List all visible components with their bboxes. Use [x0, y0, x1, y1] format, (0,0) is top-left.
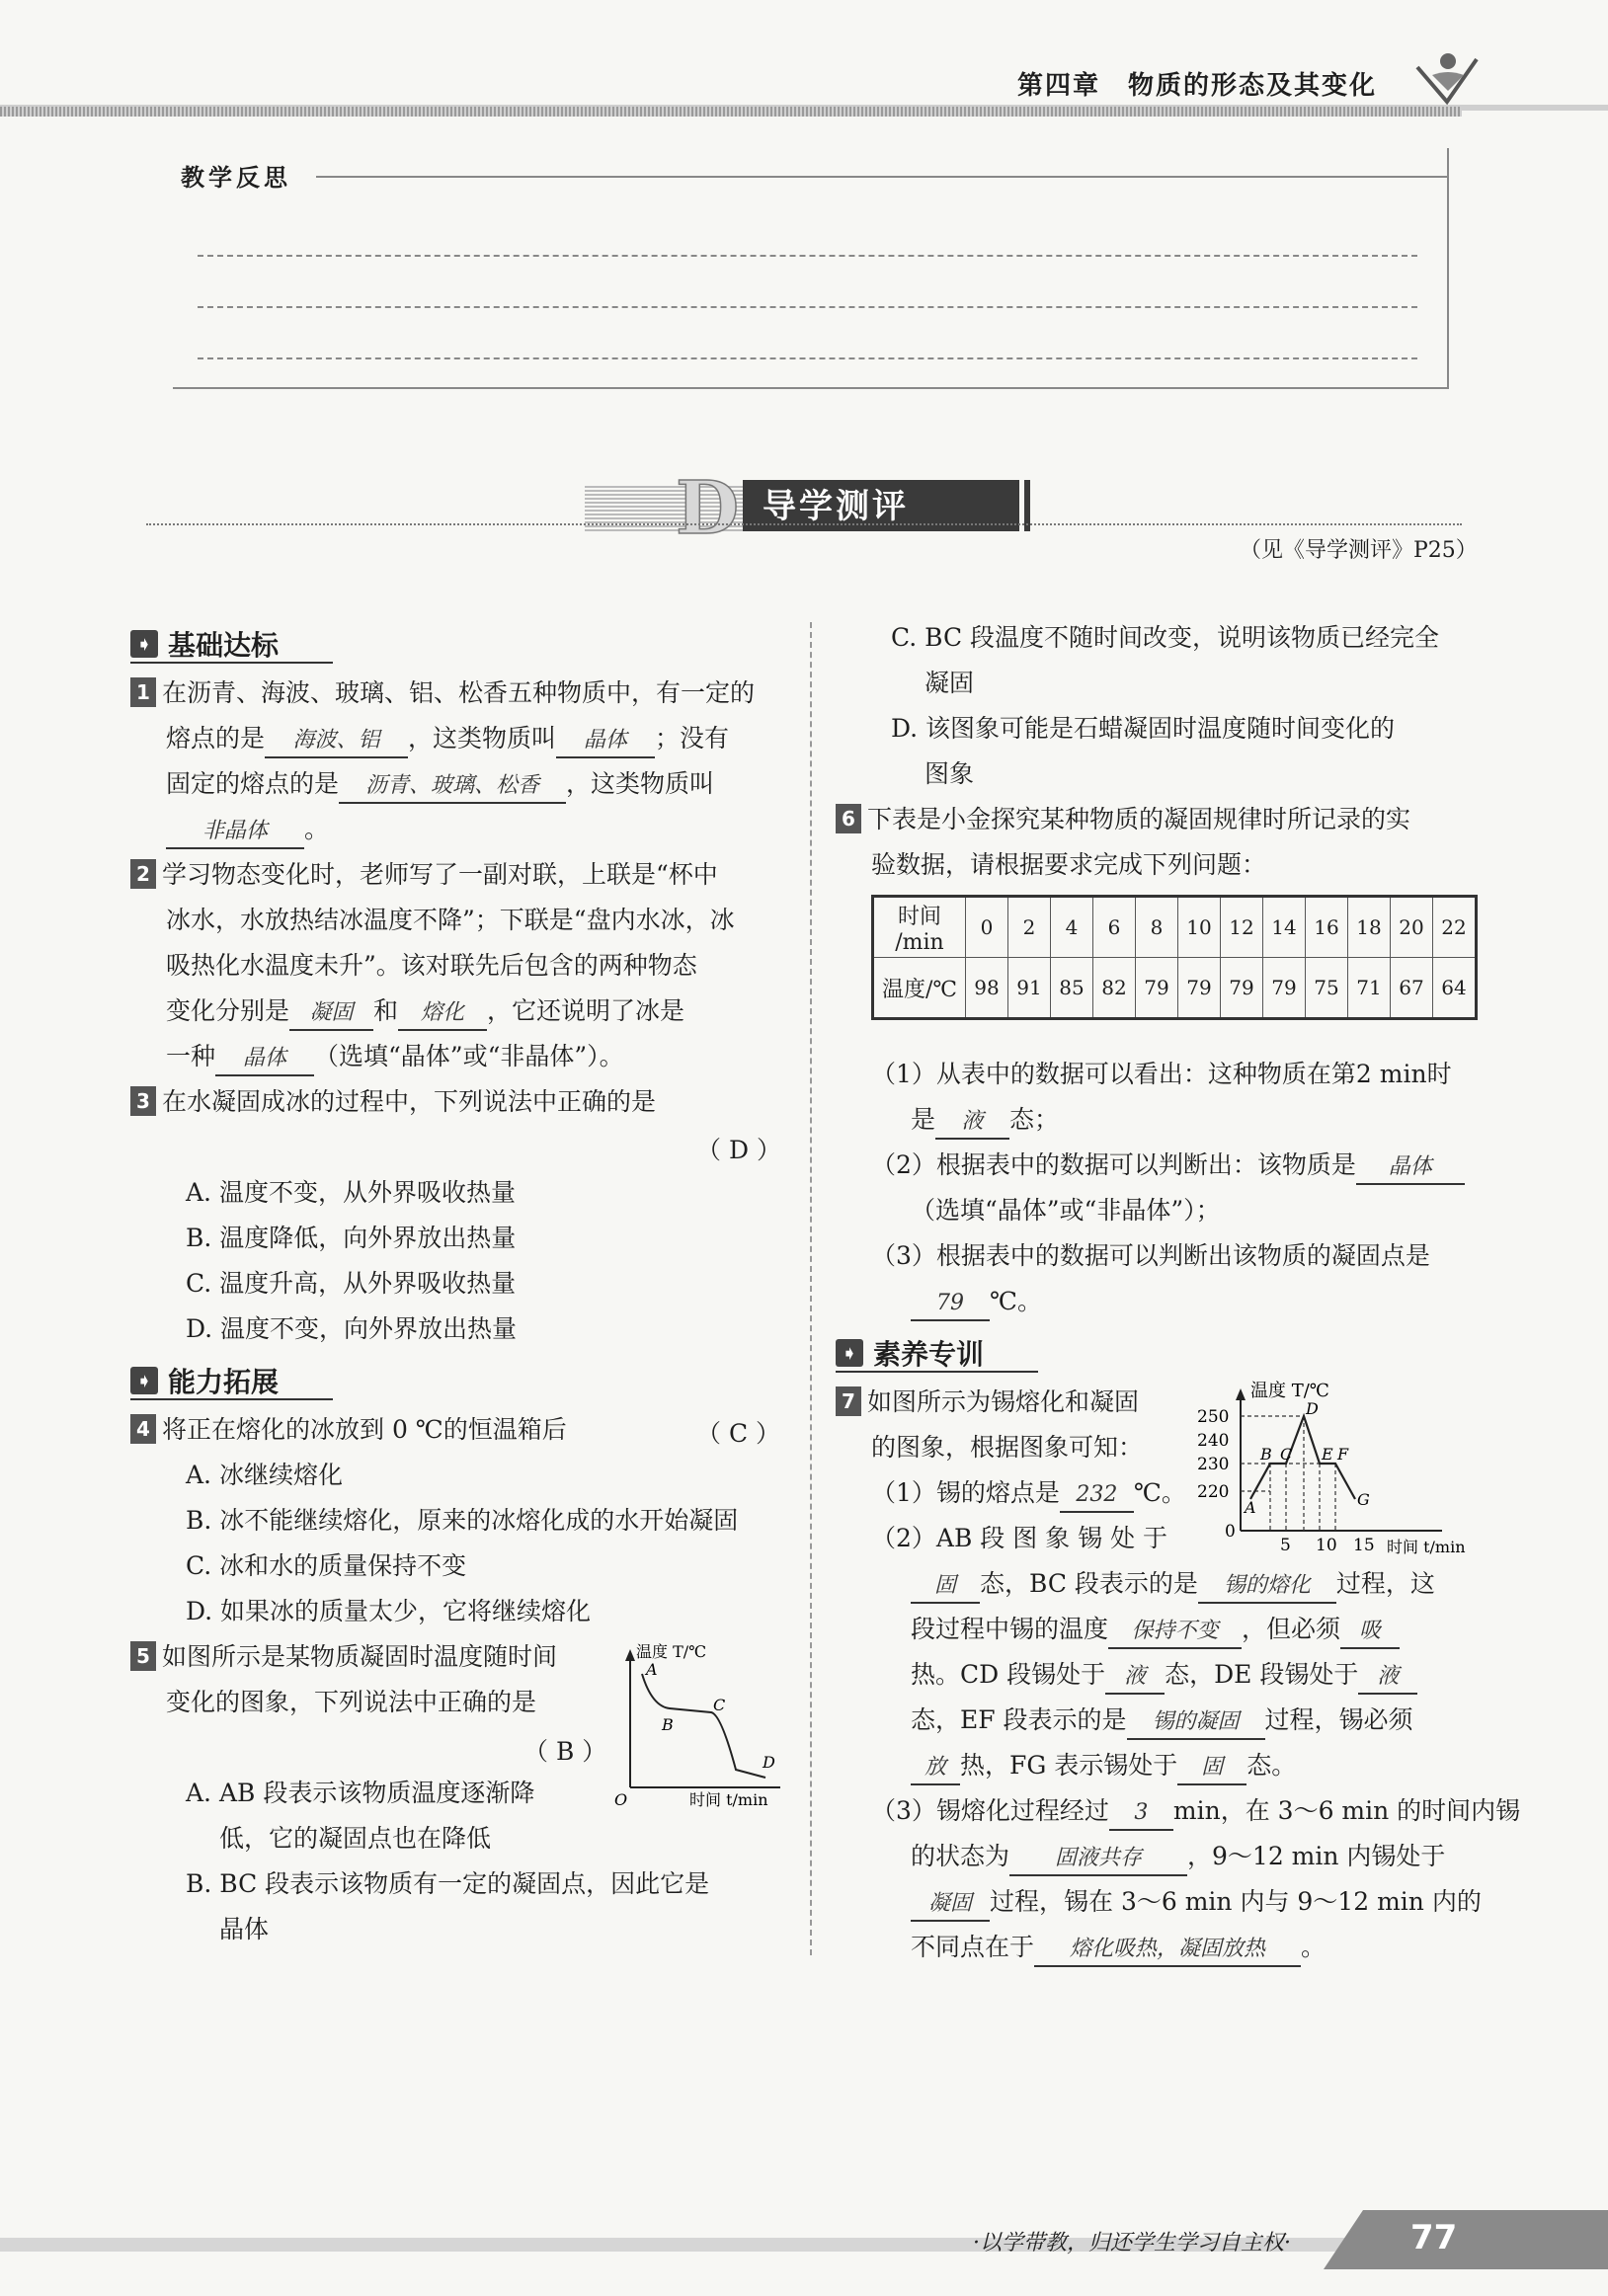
- q7-point-e: E: [1322, 1445, 1333, 1464]
- q3-number: 3: [130, 1086, 156, 1116]
- q6-line-2: 验数据，请根据要求完成下列问题：: [871, 850, 1267, 879]
- section-banner: [585, 466, 1039, 551]
- table-cell: 20: [1391, 897, 1433, 958]
- q5-number: 5: [130, 1641, 156, 1671]
- footer-band: [0, 2210, 1608, 2269]
- q7-xtick: 15: [1353, 1536, 1375, 1555]
- table-header-time: 时间 /min: [873, 897, 966, 958]
- table-cell: 18: [1348, 897, 1391, 958]
- table-cell: 82: [1093, 958, 1136, 1019]
- q5-option-b-2: 晶体: [219, 1915, 270, 1943]
- q6-part1-a: （1）从表中的数据可以看出：这种物质在第2 min时: [871, 1060, 1452, 1088]
- q7-origin: 0: [1225, 1522, 1236, 1542]
- q6-answer-3: 79: [911, 1288, 990, 1321]
- q7-part2-a: （2）AB 段 图 象 锡 处 于: [871, 1524, 1168, 1552]
- q5-origin: O: [614, 1790, 628, 1809]
- section-divider: [146, 523, 1462, 525]
- q1-answer-3: 沥青、玻璃、松香: [339, 770, 566, 804]
- footer-motto: ·以学带教，归还学生学习自主权·: [973, 2231, 1291, 2256]
- q6-data-table: [871, 895, 1478, 1020]
- q6-part2-b: （选填“晶体”或“非晶体”）；: [911, 1196, 1221, 1225]
- table-cell: 8: [1136, 897, 1178, 958]
- table-cell: 85: [1051, 958, 1093, 1019]
- y-axis-arrow: [625, 1649, 635, 1661]
- table-cell: 91: [1008, 958, 1051, 1019]
- ability-heading: [130, 1361, 279, 1400]
- q6-part3-a: （3）根据表中的数据可以判断出该物质的凝固点是: [871, 1241, 1430, 1270]
- reflection-line: [198, 306, 1417, 308]
- q4-option-a: A. 冰继续熔化: [186, 1461, 343, 1489]
- header-stripe: [0, 107, 1462, 117]
- see-reference: （见《导学测评》P25）: [1240, 538, 1478, 563]
- q7-answer-8: 锡的凝固: [1127, 1706, 1265, 1740]
- chapter-title: 第四章 物质的形态及其变化: [1017, 71, 1378, 101]
- q6-answer-1: 液: [935, 1106, 1009, 1140]
- section-letter: D: [676, 466, 740, 551]
- reflection-title: 教学反思: [181, 164, 291, 192]
- q4-answer: （ C ）: [696, 1419, 781, 1448]
- column-divider: [810, 622, 812, 1955]
- heading-underline: [130, 1398, 333, 1400]
- q7-answer-7: 液: [1358, 1661, 1417, 1695]
- q5-option-a-2: 低，它的凝固点也在降低: [219, 1824, 492, 1853]
- basic-title: 基础达标: [168, 629, 280, 662]
- q5-point-c: C: [713, 1696, 726, 1714]
- q5-point-d: D: [763, 1753, 775, 1772]
- q5-point-a: A: [646, 1660, 658, 1679]
- table-cell: 79: [1221, 958, 1263, 1019]
- table-cell: 4: [1051, 897, 1093, 958]
- q5-xlabel: 时间 t/min: [689, 1790, 768, 1809]
- q1-number: 1: [130, 677, 156, 707]
- q7-part2-b: 固 态，BC 段表示的是 锡的熔化 过程，这: [911, 1568, 1435, 1604]
- table-cell: 0: [966, 897, 1008, 958]
- table-cell: 98: [966, 958, 1008, 1019]
- q5-option-b-1: B. BC 段表示该物质有一定的凝固点，因此它是: [186, 1869, 710, 1898]
- q3-option-a: A. 温度不变，从外界吸收热量: [186, 1178, 516, 1207]
- q5-option-a-1: A. AB 段表示该物质温度逐渐降: [186, 1779, 535, 1807]
- q7-graph: [1195, 1381, 1466, 1560]
- q5-line-2: 变化的图象，下列说法中正确的是: [166, 1688, 537, 1716]
- q7-point-g: G: [1357, 1490, 1370, 1509]
- q7-line-2: 的图象，根据图象可知：: [871, 1433, 1144, 1462]
- table-row: [873, 958, 1477, 1019]
- arrow-icon: ➧: [130, 630, 158, 658]
- q7-answer-5: 吸: [1340, 1616, 1400, 1649]
- q2-number: 2: [130, 859, 156, 889]
- q7-part2-d: 热。CD 段锡处于 液 态，DE 段锡处于 液: [911, 1659, 1417, 1695]
- q6-part3-b: 79 ℃。: [911, 1286, 1042, 1321]
- q2-line-5: 一种 晶体 （选填“晶体”或“非晶体”）。: [166, 1041, 624, 1076]
- table-cell: 2: [1008, 897, 1051, 958]
- q5-option-d-2: 图象: [925, 759, 975, 788]
- q7-answer-12: 固液共存: [1009, 1843, 1187, 1876]
- q5-answer: （ B ）: [523, 1737, 607, 1766]
- q7-answer-13: 凝固: [911, 1888, 990, 1922]
- q7-point-c: C: [1280, 1445, 1293, 1464]
- reflection-line: [198, 357, 1417, 359]
- q6-part1-b: 是 液 态；: [911, 1104, 1059, 1140]
- q1-answer-2: 晶体: [556, 725, 655, 758]
- q1-answer-4: 非晶体: [166, 816, 304, 849]
- q1-line-3: 固定的熔点的是 沥青、玻璃、松香 ，这类物质叫: [166, 768, 714, 804]
- q2-line-2: 冰水，水放热结冰温度不降”；下联是“盘内水冰，冰: [166, 906, 735, 934]
- q1-line-1: 1 在沥青、海波、玻璃、铝、松香五种物质中，有一定的: [130, 677, 755, 709]
- y-axis-arrow: [1236, 1388, 1246, 1400]
- q6-answer-2: 晶体: [1356, 1151, 1465, 1185]
- q7-ytick: 240: [1197, 1431, 1230, 1451]
- q7-answer-6: 液: [1105, 1661, 1165, 1695]
- q2-answer-3: 晶体: [215, 1043, 314, 1076]
- ability-title: 能力拓展: [168, 1366, 280, 1398]
- q5-option-c-1: C. BC 段温度不随时间改变，说明该物质已经完全: [891, 623, 1440, 652]
- heading-underline: [130, 662, 333, 664]
- q5-ylabel: 温度 T/℃: [636, 1642, 707, 1661]
- q7-xtick: 10: [1316, 1536, 1337, 1555]
- q2-line-3: 吸热化水温度未升”。该对联先后包含的两种物态: [166, 951, 697, 980]
- q5-point-b: B: [662, 1715, 674, 1734]
- q2-line-4: 变化分别是 凝固 和 熔化 ，它还说明了冰是: [166, 995, 684, 1031]
- q7-ylabel: 温度 T/℃: [1250, 1381, 1329, 1401]
- table-header-temp: 温度/℃: [873, 958, 966, 1019]
- table-cell: 79: [1136, 958, 1178, 1019]
- reflection-line: [198, 255, 1417, 257]
- q7-part3-a: （3）锡熔化过程经过 3 min，在 3～6 min 的时间内锡: [871, 1795, 1520, 1831]
- q7-ytick: 220: [1197, 1482, 1230, 1502]
- q2-line-1: 2 学习物态变化时，老师写了一副对联，上联是“杯中: [130, 859, 718, 891]
- q7-point-a: A: [1245, 1498, 1256, 1517]
- q5-line-1: 5 如图所示是某物质凝固时温度随时间: [130, 1641, 557, 1673]
- table-cell: 6: [1093, 897, 1136, 958]
- q7-part2-c: 段过程中锡的温度 保持不变 ，但必须 吸: [911, 1614, 1400, 1649]
- reflection-box: [173, 148, 1449, 389]
- q6-part2-a: （2）根据表中的数据可以判断出：该物质是 晶体: [871, 1149, 1465, 1185]
- table-cell: 22: [1433, 897, 1477, 958]
- q6-number: 6: [836, 804, 861, 833]
- q3-option-b: B. 温度降低，向外界放出热量: [186, 1224, 517, 1252]
- reader-logo-icon: [1412, 47, 1482, 107]
- q1-line-4: 非晶体 。: [166, 814, 329, 849]
- q5-option-d-1: D. 该图象可能是石蜡凝固时温度随时间变化的: [891, 714, 1396, 743]
- table-cell: 75: [1306, 958, 1348, 1019]
- q7-part2-e: 态，EF 段表示的是 锡的凝固 过程，锡必须: [911, 1704, 1413, 1740]
- q7-answer-11: 3: [1109, 1797, 1173, 1831]
- q4-option-c: C. 冰和水的质量保持不变: [186, 1551, 467, 1580]
- q6-line-1: 6 下表是小金探究某种物质的凝固规律时所记录的实: [836, 804, 1410, 835]
- q7-answer-2: 固: [911, 1570, 980, 1604]
- cooling-curve: [642, 1674, 765, 1778]
- q7-answer-10: 固: [1177, 1752, 1246, 1785]
- table-cell: 14: [1263, 897, 1306, 958]
- q7-point-b: B: [1260, 1445, 1272, 1464]
- q4-stem: 4 将正在熔化的冰放到 0 ℃的恒温箱后: [130, 1414, 567, 1446]
- q2-answer-1: 凝固: [289, 997, 373, 1031]
- arrow-icon: ➧: [836, 1339, 863, 1367]
- q7-point-d: D: [1306, 1399, 1319, 1418]
- q7-part3-b: 的状态为 固液共存 ，9～12 min 内锡处于: [911, 1841, 1445, 1876]
- q2-answer-2: 熔化: [398, 997, 487, 1031]
- table-cell: 12: [1221, 897, 1263, 958]
- q3-answer: （ D ）: [696, 1136, 781, 1164]
- q7-part3-c: 凝固 过程，锡在 3～6 min 内与 9～12 min 内的: [911, 1886, 1482, 1922]
- q7-part1: （1）锡的熔点是 232 ℃。: [871, 1477, 1186, 1513]
- q7-line-1: 7 如图所示为锡熔化和凝固: [836, 1386, 1139, 1418]
- heading-underline: [836, 1371, 1038, 1373]
- q7-xlabel: 时间 t/min: [1387, 1538, 1466, 1556]
- q7-answer-9: 放: [911, 1752, 960, 1785]
- arrow-icon: ➧: [130, 1367, 158, 1394]
- q7-answer-1: 232: [1060, 1479, 1134, 1513]
- q7-xtick: 5: [1280, 1536, 1291, 1555]
- q1-line-2: 熔点的是 海波、铝 ，这类物质叫 晶体 ；没有: [166, 723, 729, 758]
- q7-part2-f: 放 热，FG 表示锡处于 固 态。: [911, 1750, 1296, 1785]
- page-number: 77: [1410, 2218, 1458, 2257]
- q7-point-f: F: [1337, 1445, 1349, 1464]
- q5-option-c-2: 凝固: [925, 669, 975, 697]
- table-cell: 16: [1306, 897, 1348, 958]
- q3-option-d: D. 温度不变，向外界放出热量: [186, 1314, 518, 1343]
- q5-graph: [612, 1639, 790, 1807]
- q7-answer-14: 熔化吸热，凝固放热: [1034, 1934, 1301, 1967]
- basic-heading: [130, 624, 279, 664]
- section-title: 导学测评: [763, 487, 909, 526]
- q1-answer-1: 海波、铝: [265, 725, 408, 758]
- q7-number: 7: [836, 1386, 861, 1416]
- table-cell: 10: [1178, 897, 1221, 958]
- q4-option-d: D. 如果冰的质量太少，它将继续熔化: [186, 1597, 592, 1625]
- literacy-title: 素养专训: [873, 1338, 985, 1371]
- q3-option-c: C. 温度升高，从外界吸收热量: [186, 1269, 517, 1298]
- table-cell: 71: [1348, 958, 1391, 1019]
- q4-option-b: B. 冰不能继续熔化，原来的冰熔化成的水开始凝固: [186, 1506, 739, 1535]
- q4-number: 4: [130, 1414, 156, 1444]
- q3-stem: 3 在水凝固成冰的过程中，下列说法中正确的是: [130, 1086, 656, 1118]
- q7-part3-d: 不同点在于 熔化吸热，凝固放热 。: [911, 1932, 1326, 1967]
- table-cell: 64: [1433, 958, 1477, 1019]
- literacy-heading: [836, 1333, 984, 1373]
- q7-answer-4: 保持不变: [1108, 1616, 1242, 1649]
- table-row: [873, 897, 1477, 958]
- q7-ytick: 250: [1197, 1407, 1230, 1427]
- table-cell: 79: [1263, 958, 1306, 1019]
- table-cell: 79: [1178, 958, 1221, 1019]
- table-cell: 67: [1391, 958, 1433, 1019]
- reflection-topline: [316, 176, 1447, 178]
- q7-answer-3: 锡的熔化: [1198, 1570, 1336, 1604]
- q7-ytick: 230: [1197, 1455, 1230, 1474]
